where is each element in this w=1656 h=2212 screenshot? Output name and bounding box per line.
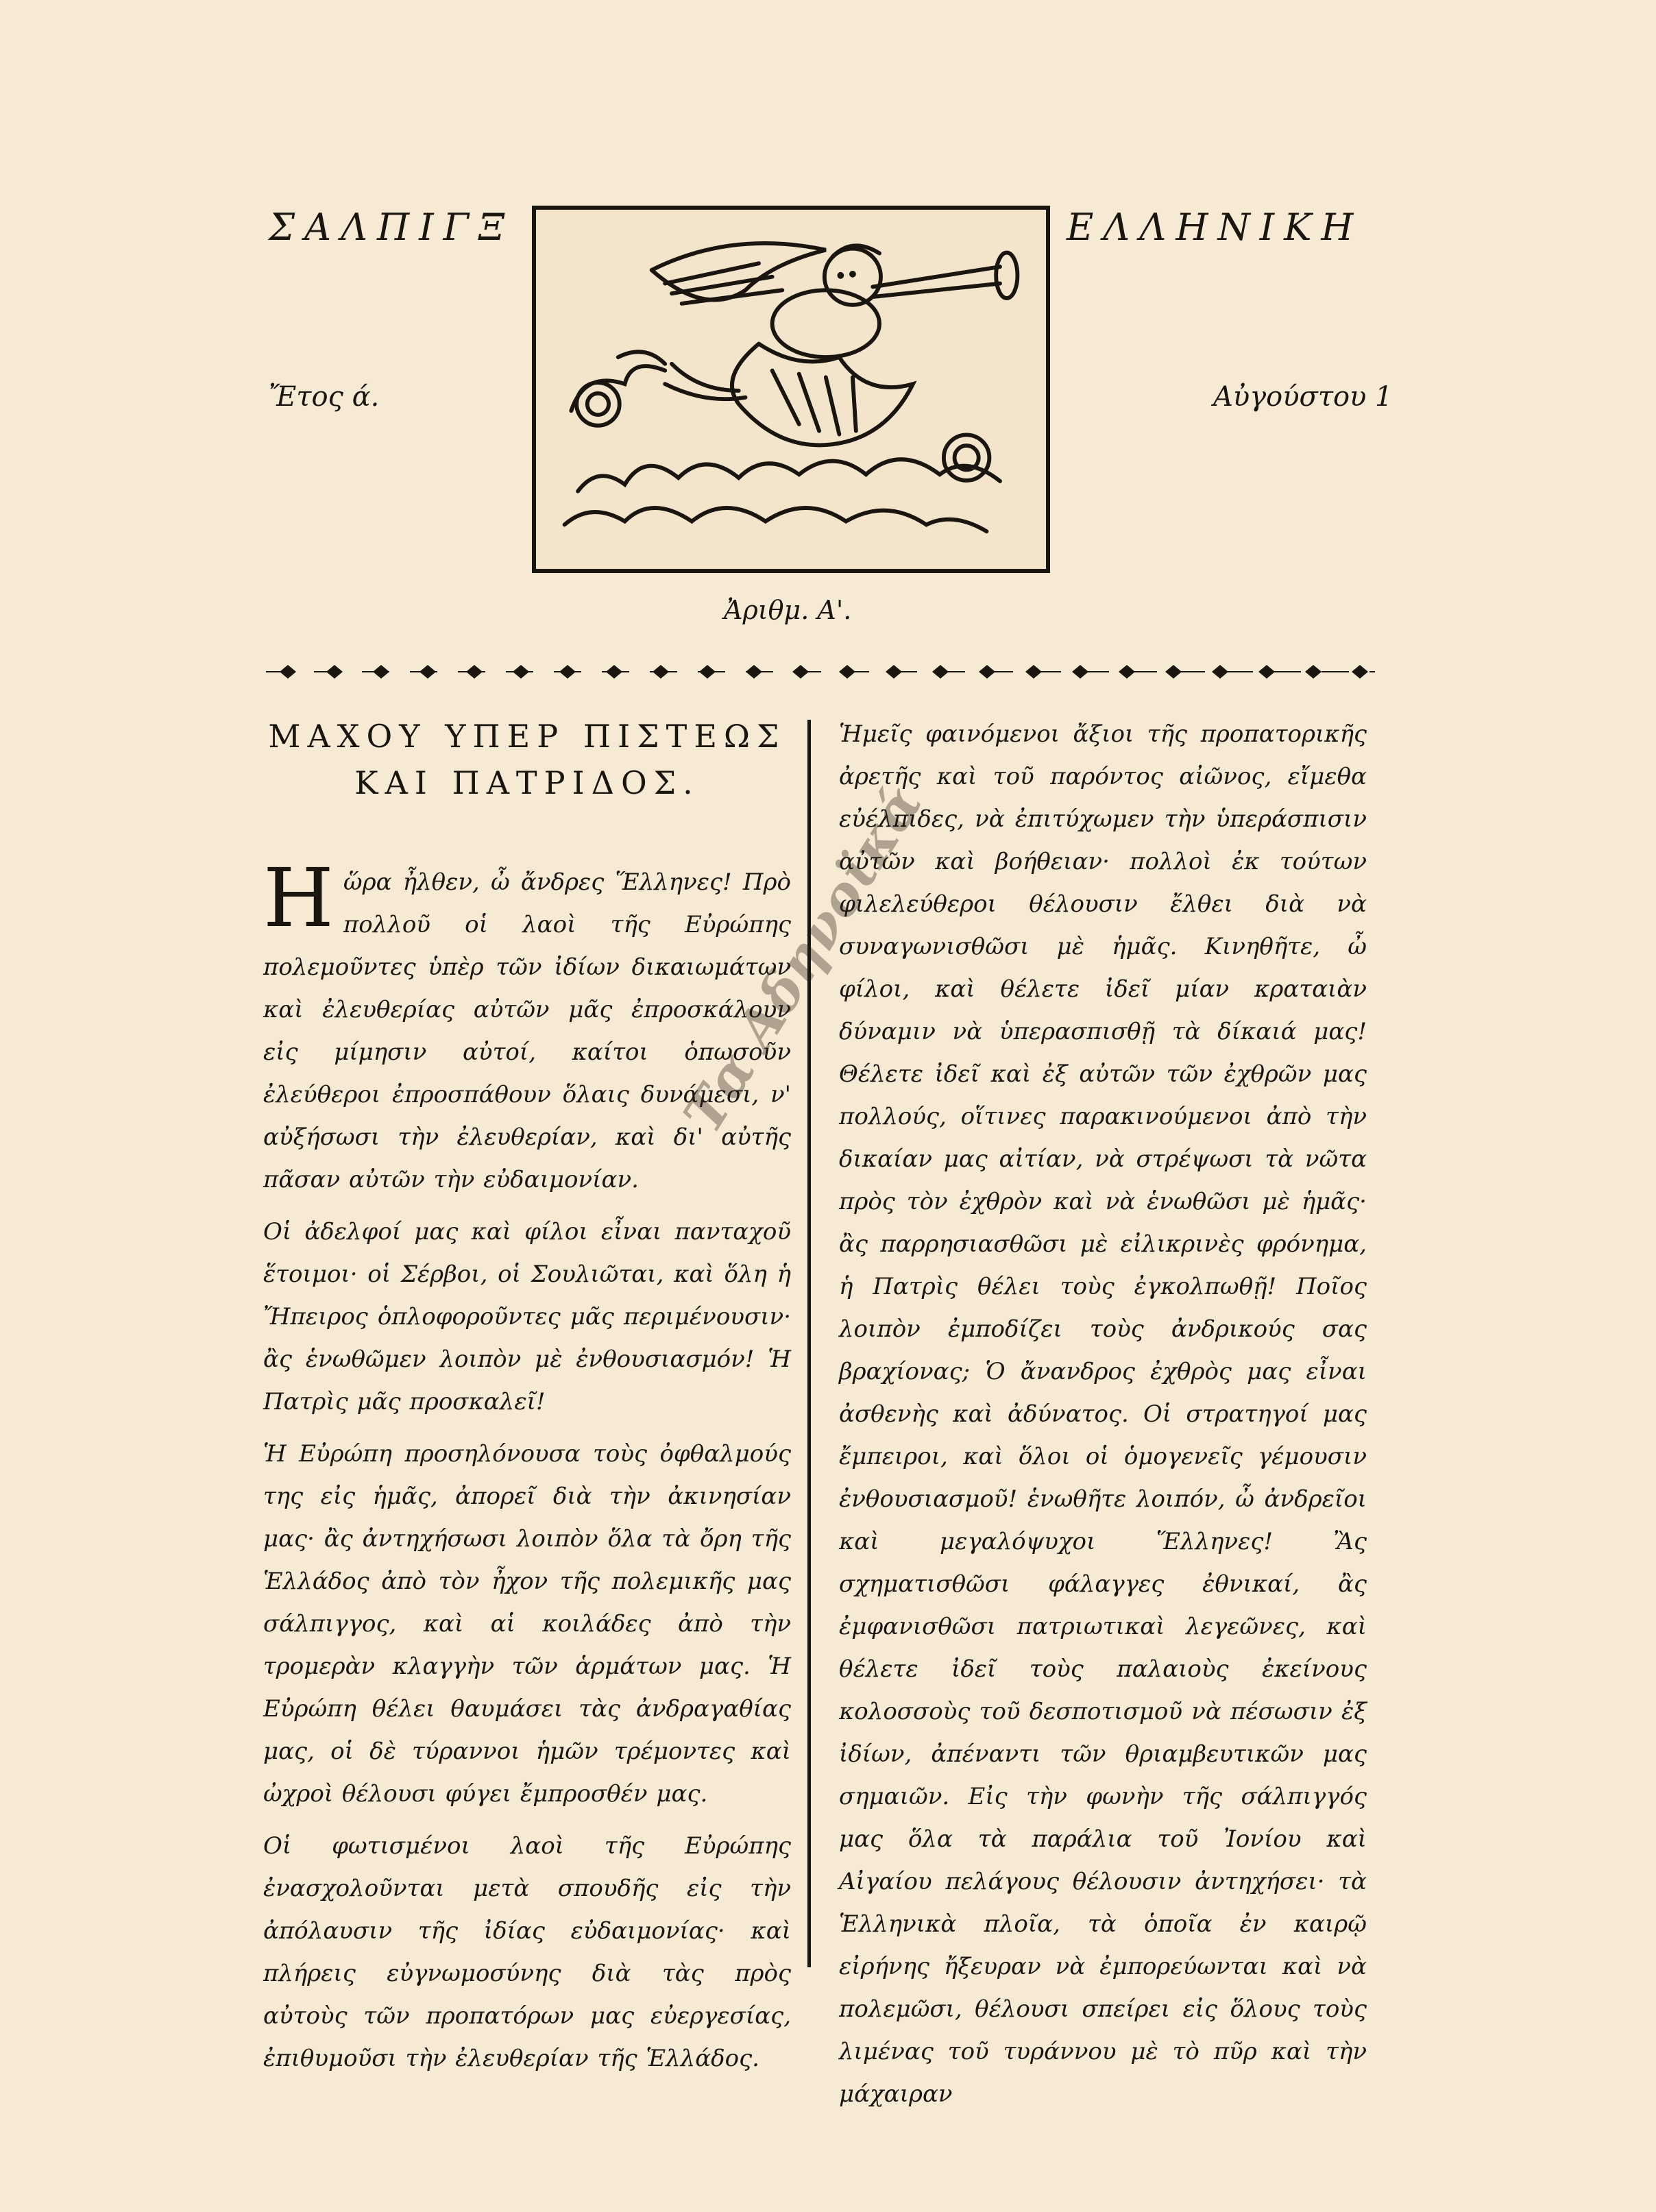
ornament-diamond <box>792 665 809 679</box>
angel-trumpet-illustration <box>536 210 1046 569</box>
paragraph: Ἡμεῖς φαινόμενοι ἄξιοι τῆς προπατορικῆς ἀρετῆς καὶ τοῦ παρόντος αἰῶνος, εἴμεθα εὐέλπιδες, νὰ ἐπιτύχωμεν τὴν ὑπεράσπισιν αὐτῶν καὶ βοήθειαν· πολλοὶ ἐκ τούτων φιλελεύθεροι θέλουσιν ἔλθει διὰ νὰ συναγωνισθῶσι μὲ ἡμᾶς. Κινηθῆτε, ὦ φίλοι, καὶ θέλετε ἰδεῖ μίαν κραταιὰν δύναμιν νὰ ὑπερασπισθῇ τὰ δίκαιά μας! Θέλετε ἰδεῖ καὶ ἐξ αὐτῶν τῶν ἐχθρῶν μας πολλούς, οἵτινες παρακινούμενοι ἀπὸ τὴν δικαίαν μας αἰτίαν, νὰ στρέψωσι τὰ νῶτα πρὸς τὸν ἐχθρὸν καὶ νὰ ἑνωθῶσι μὲ ἡμᾶς· ἂς παρρησιασθῶσι μὲ εἰλικρινὲς φρόνημα, ἡ Πατρὶς θέλει τοὺς ἐγκολπωθῇ! Ποῖος λοιπὸν ἐμποδίζει τοὺς ἀνδρικούς σας βραχίονας; Ὁ ἄνανδρος ἐχθρὸς μας εἶναι ἀσθενὴς καὶ ἀδύνατος. Οἱ στρατηγοί μας ἔμπειροι, καὶ ὅλοι οἱ ὁμογενεῖς γέμουσιν ἐνθουσιασμοῦ! ἑνωθῆτε λοιπόν, ὦ ἀνδρεῖοι καὶ μεγαλόψυχοι Ἕλληνες! Ἂς σχηματισθῶσι φάλαγγες ἐθνικαί, ἂς ἐμφανισθῶσι πατριωτικαὶ λεγεῶνες, καὶ θέλετε ἰδεῖ τοὺς παλαιοὺς ἐκείνους κολοσσοὺς τοῦ δεσποτισμοῦ νὰ πέσωσιν ἐξ ἰδίων, ἀπέναντι τῶν θριαμβευτικῶν μας σημαιῶν. Εἰς τὴν φωνὴν τῆς σάλπιγγός μας ὅλα τὰ παράλια τοῦ Ἰονίου καὶ Αἰγαίου πελάγους θέλουσιν ἀντηχήσει· τὰ Ἑλληνικὰ πλοῖα, τὰ ὁποῖα ἐν καιρῷ εἰρήνης ἤξευραν νὰ ἐμπορεύωνται καὶ νὰ πολεμῶσι, θέλουσι σπείρει εἰς ὅλους τοὺς λιμένας τοῦ τυράννου μὲ τὸ πῦρ καὶ τὴν μάχαιραν <box>839 720 1367 2108</box>
ornamental-rule <box>266 651 1375 692</box>
paragraph: Οἱ φωτισμένοι λαοὶ τῆς Εὐρώπης ἐνασχολοῦνται μετὰ σπουδῆς εἰς τὴν ἀπόλαυσιν τῆς ἰδίας εὐδαιμονίας· καὶ πλήρεις εὐγνωμοσύνης διὰ τὰς πρὸς αὐτοὺς τῶν προπατόρων μας εὐεργεσίας, ἐπιθυμοῦσι τὴν ἐλευθερίαν τῆς Ἑλλάδος. <box>263 1832 791 2072</box>
ornament-diamond <box>513 665 529 679</box>
ornament-diamond <box>653 665 669 679</box>
ornament-diamond <box>886 665 902 679</box>
left-column <box>263 713 791 2089</box>
ornament-diamond <box>932 665 949 679</box>
ornament-diamond <box>979 665 995 679</box>
date-label: Αὐγούστου 1 <box>1213 381 1393 413</box>
ornament-diamond <box>419 665 436 679</box>
ornament-diamond <box>373 665 389 679</box>
ornament-diamond <box>1072 665 1088 679</box>
ornament-diamond <box>699 665 716 679</box>
article-title-line2: ΚΑΙ ΠΑΤΡΙΔΟΣ. <box>354 764 700 801</box>
ornament-diamond <box>1352 665 1368 679</box>
ornament-diamond <box>1212 665 1228 679</box>
watermark: Τα Αδηνοϊκά <box>672 775 934 1144</box>
year-label: Ἔτος ά. <box>269 381 380 413</box>
masthead-title-left: ΣΑΛΠΙΓΞ <box>269 206 515 249</box>
ornament-diamond <box>326 665 343 679</box>
ornament-diamond <box>746 665 762 679</box>
ornament-diamond <box>1119 665 1135 679</box>
ornament-diamond <box>1165 665 1182 679</box>
ornament-diamond <box>1025 665 1042 679</box>
ornament-diamond <box>466 665 483 679</box>
ornament-diamond <box>839 665 855 679</box>
angel-trumpet-woodcut <box>532 206 1050 573</box>
ornament-diamond <box>280 665 296 679</box>
paragraph <box>263 851 791 1201</box>
article-title-line1: ΜΑΧΟΥ ΥΠΕΡ ΠΙΣΤΕΩΣ <box>268 718 786 755</box>
ornament-diamond <box>606 665 622 679</box>
dropcap: Η <box>263 851 334 945</box>
right-column <box>839 713 1367 2125</box>
ornament-diamond <box>559 665 576 679</box>
paragraph: Ἡ Εὐρώπη προσηλόνουσα τοὺς ὀφθαλμούς της εἰς ἡμᾶς, ἀπορεῖ διὰ τὴν ἀκινησίαν μας· ἂς ἀντηχήσωσι λοιπὸν ὅλα τὰ ὄρη τῆς Ἑλλάδος ἀπὸ τὸν ἦχον τῆς πολεμικῆς μας σάλπιγγος, καὶ αἱ κοιλάδες ἀπὸ τὴν τρομερὰν κλαγγὴν τῶν ἁρμάτων μας. Ἡ Εὐρώπη θέλει θαυμάσει τὰς ἀνδραγαθίας μας, οἱ δὲ τύραννοι ἡμῶν τρέμοντες καὶ ὠχροὶ θέλουσι φύγει ἔμπροσθέν μας. <box>263 1440 791 1808</box>
paragraph-text: ὥρα ἦλθεν, ὦ ἄνδρες Ἕλληνες! Πρὸ πολλοῦ οἱ λαοὶ τῆς Εὐρώπης πολεμοῦντες ὑπὲρ τῶν ἰδίων δικαιωμάτων καὶ ἐλευθερίας αὐτῶν μᾶς ἐπροσκάλουν εἰς μίμησιν αὐτοί, καίτοι ὁπωσοῦν ἐλεύθεροι ἐπροσπάθουν ὅλαις δυνάμεσι, ν' αὐξήσωσι τὴν ἐλευθερίαν, καὶ δι' αὐτῆς πᾶσαν αὐτῶν τὴν εὐδαιμονίαν. <box>263 868 791 1193</box>
masthead-title-right: ΕΛΛΗΝΙΚΗ <box>1067 206 1363 249</box>
ornament-diamond <box>1305 665 1322 679</box>
article-title <box>263 713 791 806</box>
issue-number: Ἀριθμ. Α'. <box>724 595 852 625</box>
paragraph: Οἱ ἀδελφοί μας καὶ φίλοι εἶναι πανταχοῦ ἕτοιμοι· οἱ Σέρβοι, οἱ Σουλιῶται, καὶ ὅλη ἡ Ἤπειρος ὁπλοφοροῦντες μᾶς περιμένουσιν· ἂς ἑνωθῶμεν λοιπὸν μὲ ἐνθουσιασμόν! Ἡ Πατρὶς μᾶς προσκαλεῖ! <box>263 1218 791 1415</box>
ornament-diamond <box>1258 665 1275 679</box>
